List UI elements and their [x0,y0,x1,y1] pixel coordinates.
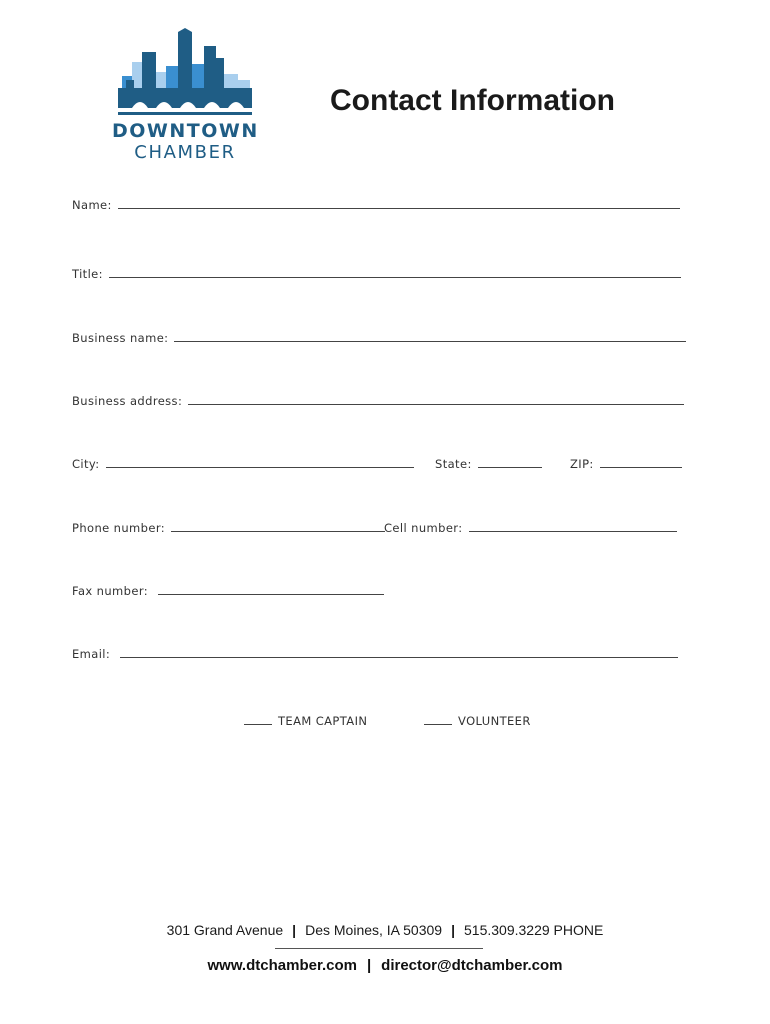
team-captain-option[interactable] [244,714,367,728]
footer-address-line [0,922,770,938]
business-address-blank[interactable] [188,394,684,405]
city-blank[interactable] [106,457,414,468]
zip-blank[interactable] [600,457,682,468]
footer-street: 301 Grand Avenue [166,922,284,938]
state-label: State: [435,457,472,471]
footer-separator: | [292,922,297,938]
phone-label: Phone number: [72,521,166,535]
name-blank[interactable] [118,198,680,209]
business-address-field[interactable] [72,394,684,408]
footer-phone: 515.309.3229 PHONE [464,922,604,938]
footer-separator: | [366,957,372,974]
phone-field[interactable] [72,521,385,535]
logo-text-downtown: DOWNTOWN [112,120,259,142]
footer-separator: | [451,922,455,938]
volunteer-blank[interactable] [424,714,452,725]
state-field[interactable] [435,457,542,471]
state-blank[interactable] [478,457,542,468]
page-title: Contact Information [330,84,615,117]
title-label: Title: [72,267,103,281]
zip-label: ZIP: [570,457,594,471]
cell-field[interactable] [384,521,677,535]
team-captain-blank[interactable] [244,714,272,725]
business-name-field[interactable] [72,331,686,345]
fax-blank[interactable] [158,584,384,595]
volunteer-option[interactable] [424,714,531,728]
website-link[interactable]: www.dtchamber.com [207,957,357,974]
footer-city: Des Moines, IA 50309 [305,922,443,938]
fax-field[interactable] [72,584,384,598]
email-blank[interactable] [120,647,678,658]
title-blank[interactable] [109,267,681,278]
city-field[interactable] [72,457,414,471]
email-label: Email: [72,647,111,661]
business-address-label: Business address: [72,394,183,408]
cell-label: Cell number: [384,521,463,535]
team-captain-label: TEAM CAPTAIN [278,714,368,728]
email-field[interactable] [72,647,678,661]
fax-label: Fax number: [72,584,149,598]
footer-contact-line [0,957,770,974]
name-field[interactable] [72,198,680,212]
phone-blank[interactable] [171,521,385,532]
zip-field[interactable] [570,457,682,471]
skyline-icon [112,28,258,120]
email-link[interactable]: director@dtchamber.com [381,957,563,974]
business-name-blank[interactable] [174,331,686,342]
logo-text-chamber: CHAMBER [134,142,236,163]
business-name-label: Business name: [72,331,169,345]
downtown-chamber-logo [112,28,258,168]
city-label: City: [72,457,100,471]
volunteer-label: VOLUNTEER [458,714,531,728]
name-label: Name: [72,198,112,212]
title-field[interactable] [72,267,681,281]
footer-divider [275,948,483,949]
cell-blank[interactable] [469,521,677,532]
